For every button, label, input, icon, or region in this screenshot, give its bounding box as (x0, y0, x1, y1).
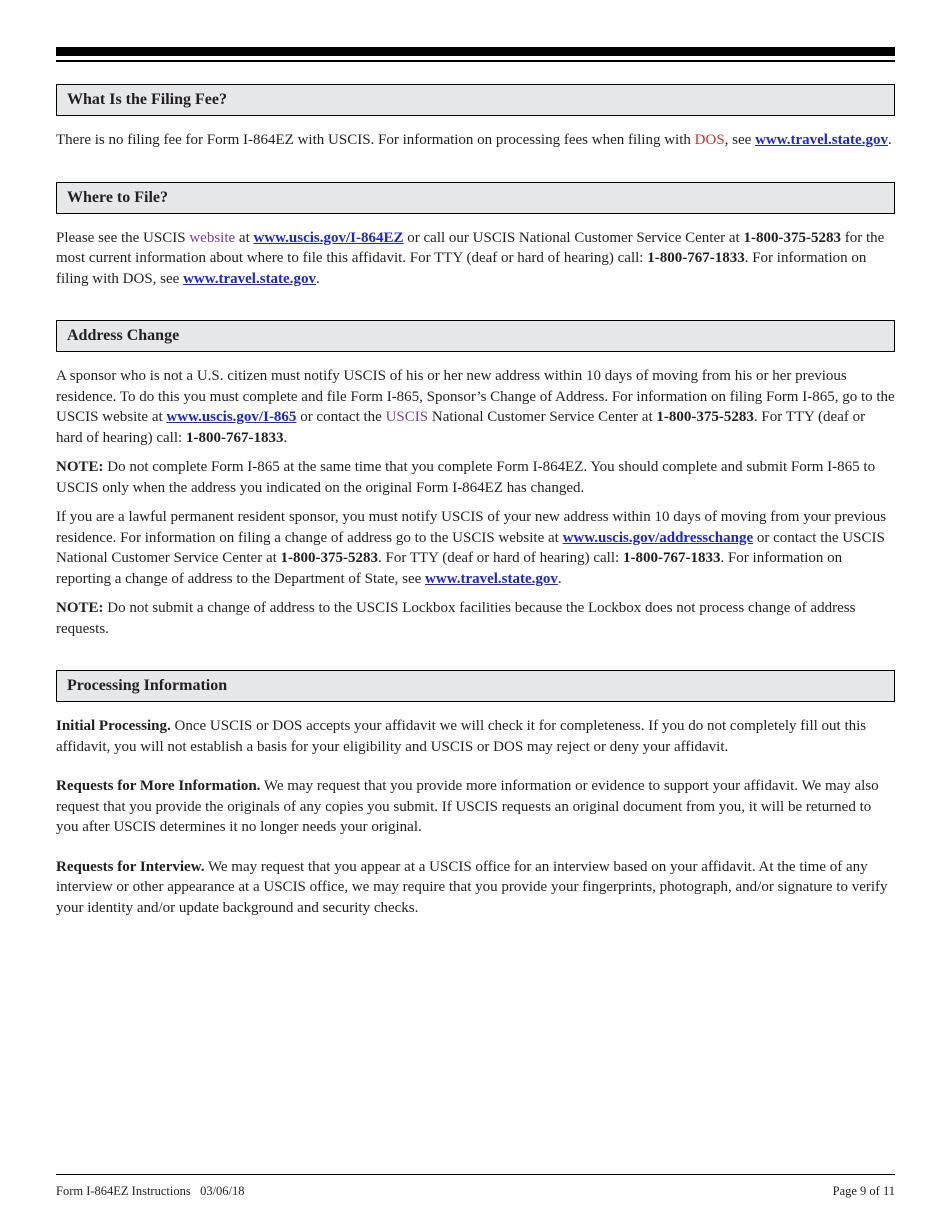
where-to-file-paragraph (56, 228, 895, 290)
phone-number: 1-800-375-5283 (743, 229, 841, 246)
addresschange-link[interactable]: www.uscis.gov/addresschange (562, 529, 754, 546)
tty-number: 1-800-767-1833 (185, 429, 284, 446)
text: . (315, 270, 320, 287)
text: . For information on filing with DOS, see (56, 250, 867, 287)
note-label: NOTE: (56, 600, 104, 616)
footer-page-number: Page 9 of 11 (832, 1184, 895, 1198)
section-heading-filing-fee: What Is the Filing Fee? (56, 84, 895, 116)
dos-highlight: DOS (694, 132, 725, 148)
website-highlight: website (189, 229, 236, 246)
note-label: NOTE: (56, 459, 104, 475)
text: . For TTY (deaf or hard of hearing) call: (378, 550, 623, 566)
paragraph-label: Initial Processing. (56, 718, 171, 734)
section-heading-processing: Processing Information (56, 670, 895, 702)
text: . For information on reporting a change of address to the Department of State, see (56, 550, 843, 587)
travel-state-link[interactable]: www.travel.state.gov (425, 570, 558, 587)
note-paragraph (56, 598, 895, 639)
text: If you are a lawful permanent resident sponsor, you must notify USCIS of your new address within 10 days of moving from your previous residence. For information on filing a change of address go to the USCIS website at (56, 509, 887, 546)
footer-form-info: Form I-864EZ Instructions 03/06/18 (56, 1184, 245, 1198)
text: Once USCIS or DOS accepts your affidavit we will check it for completeness. If you do not completely fill out this affidavit, you will not establish a basis for your eligibility and USCIS or DOS may reject or deny your affidavit. (56, 718, 867, 755)
text: or contact the (296, 409, 386, 425)
text: We may request that you appear at a USCIS office for an interview based on your affidavit. At the time of any interview or other appearance at a USCIS office, we may require that you provide your fingerprints, photograph, and/or signature to verify your identity and/or update background and security checks. (56, 858, 888, 916)
requests-interview-paragraph (56, 857, 895, 919)
section-heading-where-to-file: Where to File? (56, 182, 895, 214)
section-heading-address-change: Address Change (56, 320, 895, 352)
address-change-paragraph (56, 366, 895, 448)
travel-state-link[interactable]: www.travel.state.gov (755, 132, 888, 148)
text: for the most current information about where to file this affidavit. For TTY (deaf or hard of hearing) call: (56, 229, 885, 266)
top-rule-thin (56, 60, 895, 62)
text: We may request that you provide more information or evidence to support your affidavit. We may also request that you provide the originals of any copies you submit. If USCIS requests an original document from you, it will be returned to you after USCIS determines it no longer needs your original. (56, 778, 879, 835)
footer-rule (56, 1174, 895, 1175)
text: Please see the USCIS (56, 229, 190, 246)
text: at (235, 229, 254, 246)
requests-info-paragraph (56, 776, 895, 838)
filing-fee-paragraph (56, 130, 895, 151)
text: . (557, 570, 562, 587)
text: Do not complete Form I-865 at the same time that you complete Form I-864EZ. You should complete and submit Form I-865 to USCIS only when the address you indicated on the original Form I-864EZ has changed. (56, 459, 876, 496)
note-paragraph (56, 457, 895, 498)
top-rule-thick (56, 47, 895, 56)
initial-processing-paragraph (56, 716, 895, 757)
text: , see (724, 132, 756, 148)
paragraph-label: Requests for Interview. (56, 858, 205, 875)
text: A sponsor who is not a U.S. citizen must notify USCIS of his or her new address within 10 days of moving from his or her previous residence. To do this you must complete and file Form I-865, Sponsor’s Change of Address. For information on filing Form I-865, go to the USCIS website at (56, 368, 895, 425)
tty-number: 1-800-767-1833 (647, 250, 745, 266)
text: . (283, 429, 288, 446)
page-content (56, 84, 895, 918)
text: or contact the USCIS National Customer Service Center at (56, 529, 885, 566)
phone-number: 1-800-375-5283 (280, 550, 379, 566)
text: or call our USCIS National Customer Service Center at (403, 229, 744, 246)
text: There is no filing fee for Form I-864EZ with USCIS. For information on processing fees when filing with (56, 132, 695, 148)
uscis-i864ez-link[interactable]: www.uscis.gov/I-864EZ (253, 229, 404, 246)
text: National Customer Service Center at (428, 409, 657, 425)
tty-number: 1-800-767-1833 (622, 550, 721, 566)
phone-number: 1-800-375-5283 (656, 409, 754, 425)
text: Do not submit a change of address to the USCIS Lockbox facilities because the Lockbox does not process change of address requests. (56, 600, 856, 637)
lpr-address-paragraph (56, 507, 895, 589)
uscis-highlight: USCIS (385, 409, 429, 425)
paragraph-label: Requests for More Information. (56, 778, 261, 794)
uscis-i865-link[interactable]: www.uscis.gov/I-865 (166, 409, 297, 425)
text: . For TTY (deaf or hard of hearing) call: (56, 409, 866, 446)
text: . (887, 132, 892, 148)
travel-state-link[interactable]: www.travel.state.gov (183, 270, 316, 287)
